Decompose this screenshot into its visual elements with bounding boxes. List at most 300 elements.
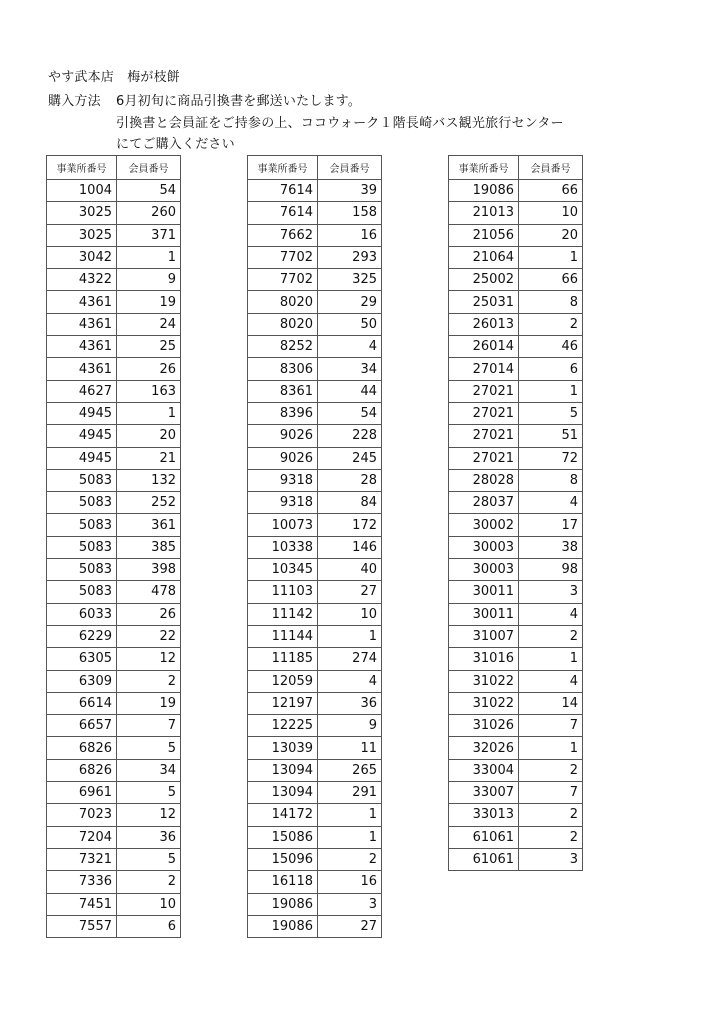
member-number-cell: 72 [519,447,583,469]
office-number-cell: 4322 [47,269,117,291]
member-number-cell: 66 [519,180,583,202]
table-row [47,893,181,915]
table-row [449,180,583,202]
member-number-cell: 2 [117,871,181,893]
member-number-cell: 6 [519,358,583,380]
office-number-cell: 21056 [449,224,519,246]
office-number-cell: 19086 [248,915,318,937]
member-number-cell: 10 [318,603,382,625]
office-number-cell: 14172 [248,804,318,826]
member-number-cell: 27 [318,915,382,937]
table-row [47,581,181,603]
table-row [248,514,382,536]
table-row [449,625,583,647]
member-number-cell: 44 [318,380,382,402]
member-number-cell: 25 [117,336,181,358]
office-number-cell: 31026 [449,715,519,737]
member-number-cell: 146 [318,536,382,558]
member-number-cell: 3 [318,893,382,915]
table-row [47,759,181,781]
member-number-cell: 20 [117,425,181,447]
table-row [449,737,583,759]
member-number-cell: 28 [318,469,382,491]
member-number-cell: 12 [117,648,181,670]
table-row [248,269,382,291]
office-number-cell: 6033 [47,603,117,625]
office-number-cell: 8020 [248,313,318,335]
member-table-2 [247,155,382,938]
member-number-cell: 4 [318,336,382,358]
member-number-cell: 1 [519,380,583,402]
table-row [449,313,583,335]
table-row [248,447,382,469]
table-row [248,826,382,848]
member-number-cell: 293 [318,246,382,268]
table-row [47,871,181,893]
office-number-cell: 4945 [47,425,117,447]
office-number-cell: 27021 [449,447,519,469]
member-number-cell: 1 [318,625,382,647]
office-number-cell: 12059 [248,670,318,692]
member-table-3 [448,155,583,871]
member-number-cell: 2 [519,804,583,826]
table-row [449,492,583,514]
table-row [449,425,583,447]
table-row [248,492,382,514]
member-number-cell: 1 [117,402,181,424]
table-row [449,447,583,469]
member-number-cell: 2 [318,848,382,870]
table-row [248,670,382,692]
store-product-line: やす武本店 梅が枝餅 [48,70,181,85]
member-number-cell: 4 [519,603,583,625]
table-row [449,559,583,581]
office-number-cell: 13094 [248,759,318,781]
office-number-cell: 21064 [449,246,519,268]
office-number-cell: 9026 [248,447,318,469]
office-number-header: 事業所番号 [449,156,519,180]
table-row [47,425,181,447]
office-number-cell: 15086 [248,826,318,848]
table-row [449,804,583,826]
member-number-cell: 19 [117,692,181,714]
member-number-cell: 2 [519,826,583,848]
office-number-cell: 6305 [47,648,117,670]
table-row [248,358,382,380]
office-number-cell: 7614 [248,202,318,224]
office-number-cell: 11185 [248,648,318,670]
member-number-cell: 39 [318,180,382,202]
member-number-cell: 132 [117,469,181,491]
table-row [449,715,583,737]
office-number-cell: 13094 [248,782,318,804]
office-number-cell: 30003 [449,559,519,581]
office-number-cell: 61061 [449,826,519,848]
office-number-cell: 13039 [248,737,318,759]
table-row [449,269,583,291]
table-row [449,782,583,804]
member-number-cell: 245 [318,447,382,469]
table-row [248,625,382,647]
member-number-cell: 228 [318,425,382,447]
office-number-cell: 5083 [47,469,117,491]
table-row [47,603,181,625]
table-header-row [449,156,583,180]
office-number-cell: 30011 [449,603,519,625]
member-number-cell: 10 [519,202,583,224]
table-row [449,848,583,870]
table-row [47,536,181,558]
member-number-cell: 1 [318,826,382,848]
member-number-cell: 2 [519,313,583,335]
member-number-cell: 252 [117,492,181,514]
member-number-cell: 385 [117,536,181,558]
member-number-cell: 260 [117,202,181,224]
member-number-cell: 34 [117,759,181,781]
office-number-cell: 7702 [248,269,318,291]
member-number-cell: 7 [519,715,583,737]
table-row [47,358,181,380]
office-number-cell: 27021 [449,425,519,447]
table-row [47,782,181,804]
table-row [248,737,382,759]
office-number-header: 事業所番号 [248,156,318,180]
office-number-cell: 8020 [248,291,318,313]
member-number-cell: 2 [519,625,583,647]
office-number-cell: 61061 [449,848,519,870]
office-number-cell: 11142 [248,603,318,625]
office-number-cell: 25002 [449,269,519,291]
office-number-cell: 7662 [248,224,318,246]
office-number-cell: 9318 [248,492,318,514]
table-row [248,402,382,424]
member-number-cell: 158 [318,202,382,224]
office-number-cell: 10073 [248,514,318,536]
member-number-cell: 6 [117,915,181,937]
office-number-header: 事業所番号 [47,156,117,180]
table-row [47,202,181,224]
office-number-cell: 33007 [449,782,519,804]
member-number-cell: 21 [117,447,181,469]
member-number-cell: 40 [318,559,382,581]
table-row [47,915,181,937]
member-number-cell: 36 [117,826,181,848]
office-number-cell: 8361 [248,380,318,402]
table-row [248,603,382,625]
office-number-cell: 12197 [248,692,318,714]
member-number-cell: 9 [318,715,382,737]
table-row [449,246,583,268]
office-number-cell: 27014 [449,358,519,380]
office-number-cell: 7336 [47,871,117,893]
office-number-cell: 8396 [248,402,318,424]
member-number-cell: 50 [318,313,382,335]
table-row [248,559,382,581]
table-header-row [248,156,382,180]
member-number-cell: 4 [318,670,382,692]
office-number-cell: 9026 [248,425,318,447]
table-row [248,848,382,870]
office-number-cell: 4945 [47,447,117,469]
table-row [248,759,382,781]
table-row [449,224,583,246]
table-row [248,915,382,937]
table-row [248,648,382,670]
office-number-cell: 7023 [47,804,117,826]
member-number-cell: 1 [117,246,181,268]
member-number-cell: 5 [117,737,181,759]
table-header-row [47,156,181,180]
member-number-cell: 274 [318,648,382,670]
member-number-cell: 478 [117,581,181,603]
member-number-cell: 66 [519,269,583,291]
table-row [449,358,583,380]
member-number-cell: 19 [117,291,181,313]
member-number-cell: 36 [318,692,382,714]
office-number-cell: 5083 [47,492,117,514]
table-row [449,291,583,313]
office-number-cell: 6961 [47,782,117,804]
purchase-method-label: 購入方法 [48,94,101,109]
member-number-cell: 3 [519,848,583,870]
office-number-cell: 7321 [47,848,117,870]
member-number-cell: 4 [519,492,583,514]
member-number-header: 会員番号 [117,156,181,180]
member-number-cell: 26 [117,358,181,380]
purchase-instructions-cont: にてご購入ください [116,137,235,152]
table-row [449,581,583,603]
office-number-cell: 11103 [248,581,318,603]
table-row [47,313,181,335]
office-number-cell: 25031 [449,291,519,313]
member-number-cell: 163 [117,380,181,402]
member-number-cell: 84 [318,492,382,514]
table-row [47,826,181,848]
table-row [47,715,181,737]
table-row [248,871,382,893]
office-number-cell: 33004 [449,759,519,781]
office-number-cell: 33013 [449,804,519,826]
office-number-cell: 5083 [47,514,117,536]
member-number-header: 会員番号 [519,156,583,180]
office-number-cell: 31022 [449,670,519,692]
member-number-cell: 34 [318,358,382,380]
table-row [47,804,181,826]
member-number-cell: 14 [519,692,583,714]
office-number-cell: 6229 [47,625,117,647]
member-number-cell: 371 [117,224,181,246]
office-number-cell: 26014 [449,336,519,358]
office-number-cell: 7204 [47,826,117,848]
member-number-cell: 291 [318,782,382,804]
office-number-cell: 19086 [449,180,519,202]
member-number-cell: 51 [519,425,583,447]
member-number-cell: 2 [117,670,181,692]
office-number-cell: 16118 [248,871,318,893]
member-number-cell: 54 [117,180,181,202]
member-number-cell: 29 [318,291,382,313]
member-number-cell: 3 [519,581,583,603]
member-number-cell: 8 [519,291,583,313]
member-number-cell: 5 [117,782,181,804]
member-number-cell: 2 [519,759,583,781]
office-number-cell: 30003 [449,536,519,558]
office-number-cell: 10338 [248,536,318,558]
table-row [248,469,382,491]
table-row [248,425,382,447]
office-number-cell: 4361 [47,291,117,313]
member-number-cell: 27 [318,581,382,603]
table-row [449,603,583,625]
office-number-cell: 3025 [47,224,117,246]
member-number-cell: 17 [519,514,583,536]
office-number-cell: 28037 [449,492,519,514]
member-number-cell: 22 [117,625,181,647]
office-number-cell: 10345 [248,559,318,581]
table-row [248,893,382,915]
office-number-cell: 4627 [47,380,117,402]
member-table-1 [46,155,181,938]
office-number-cell: 4361 [47,336,117,358]
member-number-cell: 7 [519,782,583,804]
member-number-cell: 1 [519,246,583,268]
table-row [47,402,181,424]
office-number-cell: 7557 [47,915,117,937]
member-number-cell: 16 [318,224,382,246]
table-row [248,291,382,313]
member-number-header: 会員番号 [318,156,382,180]
office-number-cell: 6614 [47,692,117,714]
member-number-cell: 361 [117,514,181,536]
office-number-cell: 1004 [47,180,117,202]
office-number-cell: 3025 [47,202,117,224]
member-number-cell: 4 [519,670,583,692]
office-number-cell: 7614 [248,180,318,202]
office-number-cell: 30011 [449,581,519,603]
office-number-cell: 27021 [449,380,519,402]
office-number-cell: 15096 [248,848,318,870]
office-number-cell: 8252 [248,336,318,358]
office-number-cell: 5083 [47,559,117,581]
office-number-cell: 31007 [449,625,519,647]
member-number-cell: 20 [519,224,583,246]
office-number-cell: 7702 [248,246,318,268]
office-number-cell: 19086 [248,893,318,915]
table-row [248,180,382,202]
office-number-cell: 32026 [449,737,519,759]
member-number-cell: 24 [117,313,181,335]
office-number-cell: 9318 [248,469,318,491]
office-number-cell: 4945 [47,402,117,424]
purchase-instructions: 引換書と会員証をご持参の上、ココウォーク１階長崎バス観光旅行センター [116,116,564,131]
table-row [248,715,382,737]
member-number-cell: 54 [318,402,382,424]
member-number-cell: 5 [117,848,181,870]
table-row [449,469,583,491]
table-row [47,269,181,291]
table-row [449,670,583,692]
office-number-cell: 12225 [248,715,318,737]
table-row [47,648,181,670]
office-number-cell: 6826 [47,759,117,781]
table-row [47,625,181,647]
member-number-cell: 172 [318,514,382,536]
office-number-cell: 5083 [47,536,117,558]
table-row [47,469,181,491]
member-number-cell: 16 [318,871,382,893]
member-number-cell: 8 [519,469,583,491]
table-row [47,180,181,202]
table-row [449,692,583,714]
table-row [47,246,181,268]
member-number-cell: 7 [117,715,181,737]
office-number-cell: 26013 [449,313,519,335]
table-row [248,536,382,558]
table-row [47,291,181,313]
office-number-cell: 21013 [449,202,519,224]
table-row [449,759,583,781]
office-number-cell: 6826 [47,737,117,759]
table-row [248,782,382,804]
member-number-cell: 1 [318,804,382,826]
office-number-cell: 30002 [449,514,519,536]
table-row [449,514,583,536]
table-row [449,336,583,358]
member-number-cell: 5 [519,402,583,424]
table-row [47,336,181,358]
table-row [47,692,181,714]
office-number-cell: 7451 [47,893,117,915]
table-row [248,313,382,335]
table-row [47,380,181,402]
table-row [47,492,181,514]
member-number-cell: 1 [519,648,583,670]
member-number-cell: 38 [519,536,583,558]
office-number-cell: 4361 [47,313,117,335]
table-row [248,380,382,402]
member-number-cell: 325 [318,269,382,291]
table-row [248,581,382,603]
table-row [248,804,382,826]
table-row [248,692,382,714]
table-row [47,447,181,469]
office-number-cell: 6657 [47,715,117,737]
table-row [449,536,583,558]
table-row [248,224,382,246]
member-number-cell: 1 [519,737,583,759]
member-number-cell: 46 [519,336,583,358]
office-number-cell: 6309 [47,670,117,692]
table-row [47,559,181,581]
table-row [248,202,382,224]
member-number-cell: 398 [117,559,181,581]
table-row [47,670,181,692]
office-number-cell: 3042 [47,246,117,268]
table-row [248,336,382,358]
office-number-cell: 31022 [449,692,519,714]
table-row [449,402,583,424]
member-number-cell: 11 [318,737,382,759]
table-row [47,224,181,246]
member-number-cell: 10 [117,893,181,915]
member-number-cell: 26 [117,603,181,625]
member-number-cell: 9 [117,269,181,291]
table-row [449,826,583,848]
office-number-cell: 8306 [248,358,318,380]
office-number-cell: 11144 [248,625,318,647]
table-row [248,246,382,268]
table-row [449,380,583,402]
